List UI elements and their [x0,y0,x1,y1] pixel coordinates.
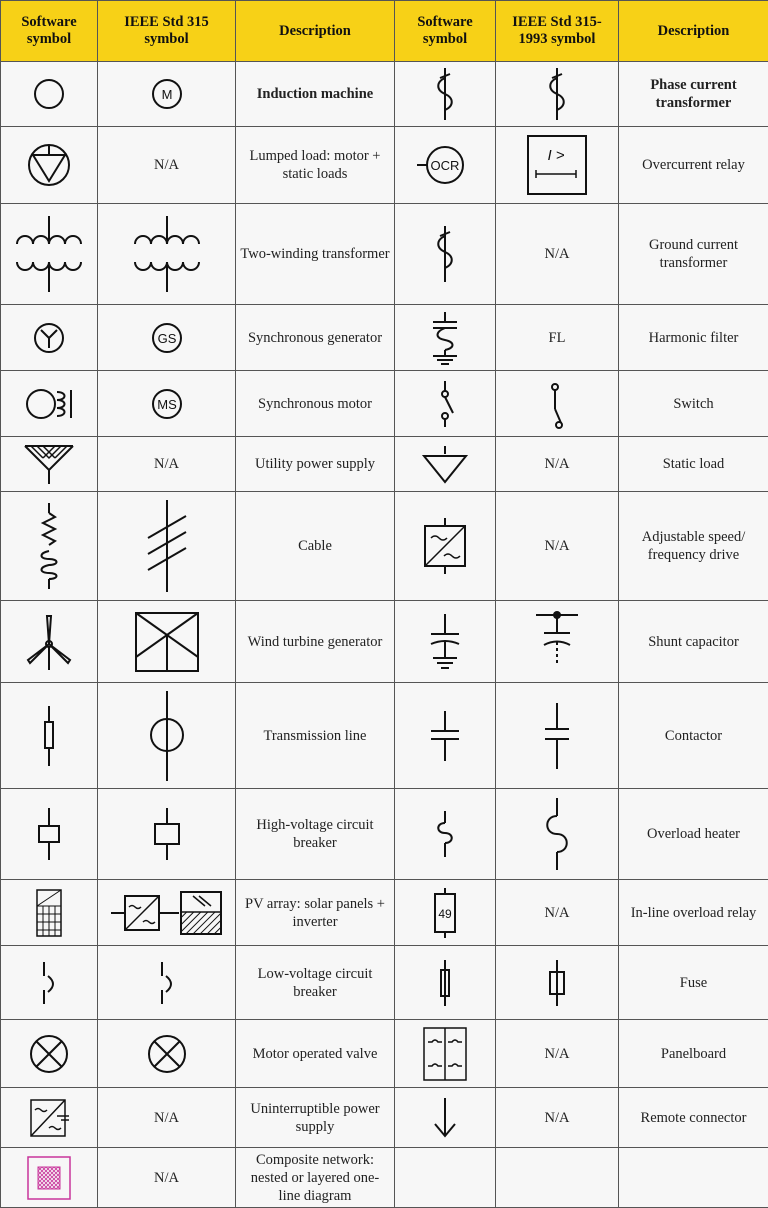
lv-breaker-software-icon [1,946,98,1020]
description-cell: Cable [236,492,395,601]
description-cell: Static load [619,437,768,492]
pv-array-software-icon [1,880,98,946]
lv-breaker-ieee-icon [98,946,236,1020]
induction-machine-ieee-icon [98,62,236,127]
description-cell: Low-voltage circuit breaker [236,946,395,1020]
synchronous-motor-software-icon [1,371,98,437]
switch-software-icon [395,371,496,437]
table-row [1,437,768,492]
na-cell: N/A [496,437,619,492]
composite-network-software-icon [1,1148,98,1208]
svg-text:M: M [161,87,172,102]
utility-power-supply-software-icon [1,437,98,492]
description-cell: Shunt capacitor [619,601,768,683]
table-row [1,601,768,683]
description-cell: Induction machine [236,62,395,127]
table-row [1,683,768,789]
na-cell: N/A [496,880,619,946]
description-cell: Switch [619,371,768,437]
overload-heater-software-icon [395,789,496,880]
wind-turbine-software-icon [1,601,98,683]
inline-overload-relay-software-icon [395,880,496,946]
description-cell: PV array: solar panels + inverter [236,880,395,946]
header-ieee-symbol-2: IEEE Std 315-1993 symbol [496,1,619,62]
table-row [1,1020,768,1088]
description-cell: Lumped load: motor + static loads [236,127,395,204]
description-cell: Uninterruptible power supply [236,1088,395,1148]
empty-cell [619,1148,768,1208]
header-software-symbol: Software symbol [1,1,98,62]
hv-breaker-software-icon [1,789,98,880]
description-cell: Utility power supply [236,437,395,492]
transmission-line-ieee-icon [98,683,236,789]
description-cell: Motor operated valve [236,1020,395,1088]
description-cell: Synchronous generator [236,305,395,371]
table-row [1,1148,768,1208]
two-winding-transformer-software-icon [1,204,98,305]
table-row [1,789,768,880]
fuse-software-icon [395,946,496,1020]
empty-cell [496,1148,619,1208]
table-row [1,371,768,437]
svg-text:MS: MS [157,397,177,412]
svg-text:GS: GS [157,331,176,346]
shunt-capacitor-ieee-icon [496,601,619,683]
description-cell: Composite network: nested or layered one-line diagram [236,1148,395,1208]
na-cell: N/A [496,1020,619,1088]
header-software-symbol-2: Software symbol [395,1,496,62]
table-row [1,880,768,946]
adjustable-speed-drive-software-icon [395,492,496,601]
na-cell: N/A [496,204,619,305]
header-description: Description [236,1,395,62]
header-description-2: Description [619,1,768,62]
overload-heater-ieee-icon [496,789,619,880]
induction-machine-software-icon [1,62,98,127]
description-cell: Transmission line [236,683,395,789]
contactor-ieee-icon [496,683,619,789]
description-cell: Contactor [619,683,768,789]
fl-cell: FL [496,305,619,371]
switch-ieee-icon [496,371,619,437]
overcurrent-relay-ieee-icon [496,127,619,204]
hv-breaker-ieee-icon [98,789,236,880]
static-load-software-icon [395,437,496,492]
description-cell: Ground current transformer [619,204,768,305]
table-row [1,62,768,127]
table-row [1,305,768,371]
motor-valve-ieee-icon [98,1020,236,1088]
na-cell: N/A [98,437,236,492]
synchronous-motor-ieee-icon [98,371,236,437]
motor-valve-software-icon [1,1020,98,1088]
description-cell: Overload heater [619,789,768,880]
description-cell: Two-winding transformer [236,204,395,305]
description-cell: Fuse [619,946,768,1020]
na-cell: N/A [98,127,236,204]
transmission-line-software-icon [1,683,98,789]
na-cell: N/A [98,1148,236,1208]
description-cell: Panelboard [619,1020,768,1088]
synchronous-generator-ieee-icon [98,305,236,371]
svg-text:I >: I > [547,147,564,164]
phase-ct-ieee-icon [496,62,619,127]
fuse-ieee-icon [496,946,619,1020]
empty-cell [395,1148,496,1208]
header-ieee-symbol: IEEE Std 315 symbol [98,1,236,62]
na-cell: N/A [98,1088,236,1148]
shunt-capacitor-software-icon [395,601,496,683]
lumped-load-software-icon [1,127,98,204]
synchronous-generator-software-icon [1,305,98,371]
description-cell: Phase current transformer [619,62,768,127]
table-row [1,946,768,1020]
description-cell: Remote connector [619,1088,768,1148]
remote-connector-software-icon [395,1088,496,1148]
table-row [1,492,768,601]
table-row [1,127,768,204]
pv-array-ieee-icon [98,880,236,946]
harmonic-filter-software-icon [395,305,496,371]
cable-software-icon [1,492,98,601]
description-cell: High-voltage circuit breaker [236,789,395,880]
ups-software-icon [1,1088,98,1148]
cable-ieee-icon [98,492,236,601]
description-cell: Harmonic filter [619,305,768,371]
description-cell: In-line overload relay [619,880,768,946]
svg-text:49: 49 [438,907,452,921]
description-cell: Overcurrent relay [619,127,768,204]
contactor-software-icon [395,683,496,789]
ground-ct-software-icon [395,204,496,305]
table-row [1,204,768,305]
overcurrent-relay-software-icon [395,127,496,204]
description-cell: Wind turbine generator [236,601,395,683]
two-winding-transformer-ieee-icon [98,204,236,305]
na-cell: N/A [496,492,619,601]
na-cell: N/A [496,1088,619,1148]
svg-text:OCR: OCR [431,158,460,173]
table-row [1,1088,768,1148]
phase-ct-software-icon [395,62,496,127]
header-row [1,1,768,62]
panelboard-software-icon [395,1020,496,1088]
description-cell: Synchronous motor [236,371,395,437]
description-cell: Adjustable speed/ frequency drive [619,492,768,601]
wind-turbine-ieee-icon [98,601,236,683]
